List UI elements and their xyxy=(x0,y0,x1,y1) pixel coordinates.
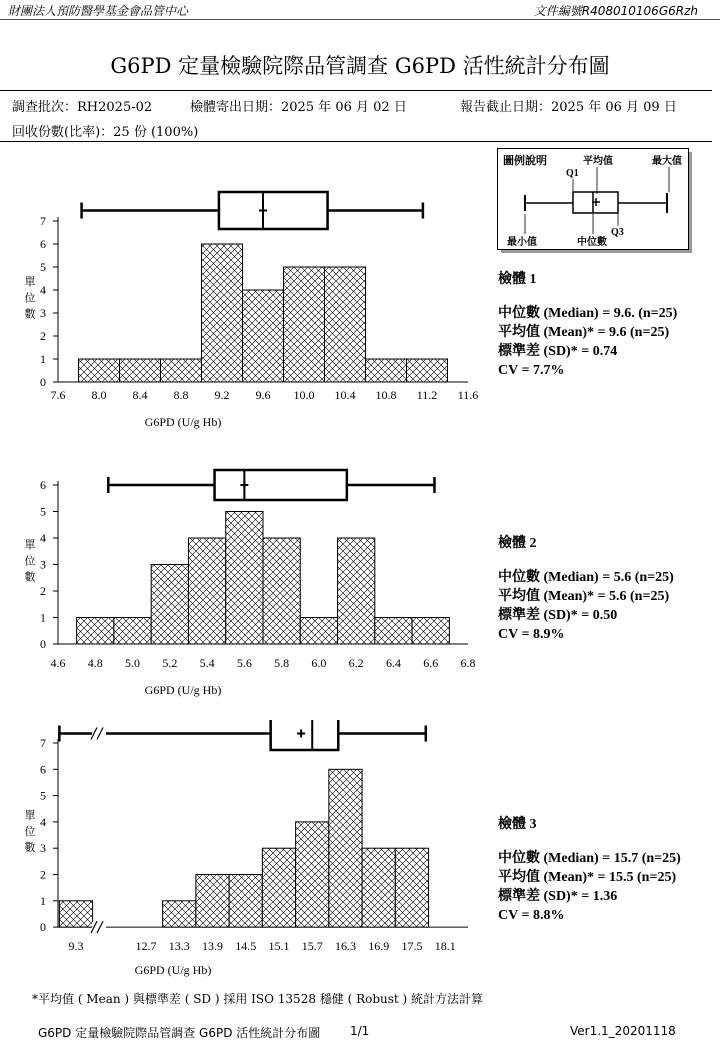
legend-q3-label: Q3 xyxy=(611,227,624,238)
x-tick-label: 9.2 xyxy=(214,388,230,402)
histogram-bar xyxy=(395,848,428,927)
y-axis-label-char: 數 xyxy=(24,571,36,584)
boxplot-legend xyxy=(497,148,693,254)
histogram-bar xyxy=(407,359,448,382)
legend-mean-label: 平均值 xyxy=(583,156,613,167)
histogram-bar xyxy=(366,359,407,382)
x-tick-label: 6.4 xyxy=(385,656,401,670)
histogram-bar xyxy=(284,267,325,382)
histogram-bar xyxy=(77,618,114,645)
y-tick-label: 2 xyxy=(40,329,46,343)
survey-batch: 調查批次：RH2025-02 xyxy=(12,100,153,115)
histogram-bar xyxy=(229,875,262,928)
y-tick-label: 5 xyxy=(40,260,46,274)
x-tick-label: 5.4 xyxy=(199,656,215,670)
y-tick-label: 0 xyxy=(40,375,46,389)
y-axis-label xyxy=(25,276,36,321)
stats-3-median: 中位數 (Median) = 15.7 (n=25) xyxy=(498,851,681,866)
y-tick-label: 1 xyxy=(40,352,46,366)
histogram-specimen-2 xyxy=(0,460,490,705)
x-axis-label: G6PD (U/g Hb) xyxy=(134,963,212,977)
legend-shadow-right xyxy=(689,152,692,252)
stats-2-median: 中位數 (Median) = 5.6 (n=25) xyxy=(498,570,674,585)
histogram-bar xyxy=(362,848,395,927)
stats-3-cv: CV = 8.8% xyxy=(498,908,565,923)
stats-1-specimen: 檢體 1 xyxy=(498,272,537,287)
histogram-bar xyxy=(151,565,188,645)
x-tick-label: 4.8 xyxy=(87,656,103,670)
y-tick-label: 0 xyxy=(40,920,46,935)
y-tick-label: 5 xyxy=(40,788,46,803)
stats-specimen-2 xyxy=(498,534,674,644)
x-axis-label: G6PD (U/g Hb) xyxy=(144,683,222,697)
send-date: 檢體寄出日期：2025 年 06 月 02 日 xyxy=(190,100,407,115)
stats-specimen-3 xyxy=(498,815,681,925)
x-tick-label: 13.3 xyxy=(168,939,190,953)
x-tick-label: 9.6 xyxy=(255,388,271,402)
org-name: 財團法人預防醫學基金會品管中心 xyxy=(8,4,189,18)
histogram-bar xyxy=(262,848,295,927)
x-tick-label: 13.9 xyxy=(201,939,223,953)
y-tick-label: 1 xyxy=(40,893,46,908)
y-axis-label-char: 數 xyxy=(24,842,36,855)
y-axis-label-char: 位 xyxy=(24,555,36,568)
histogram-bar xyxy=(375,618,412,645)
histogram-bar xyxy=(226,512,263,645)
x-tick-label: 5.8 xyxy=(274,656,290,670)
y-axis-label-char: 數 xyxy=(24,308,36,321)
histogram-bar xyxy=(163,901,196,927)
histogram-bar xyxy=(59,901,92,927)
x-tick-label: 15.7 xyxy=(301,939,323,953)
boxplot-box xyxy=(215,470,347,500)
info-bottom-divider xyxy=(0,141,712,142)
histogram-bar xyxy=(412,618,449,645)
y-tick-label: 1 xyxy=(40,610,46,625)
x-tick-label: 6.8 xyxy=(460,656,476,670)
histogram-bar xyxy=(300,618,337,645)
legend-max-label: 最大值 xyxy=(652,156,682,167)
x-tick-label: 11.2 xyxy=(416,388,438,402)
x-tick-label: 5.6 xyxy=(236,656,252,670)
x-tick-label: 5.0 xyxy=(125,656,141,670)
histogram-bar xyxy=(338,538,375,644)
x-axis-label: G6PD (U/g Hb) xyxy=(144,415,222,429)
x-tick-label: 10.8 xyxy=(375,388,397,402)
histogram-bar xyxy=(196,875,229,928)
stats-2-mean: 平均值 (Mean)* = 5.6 (n=25) xyxy=(498,589,670,604)
x-tick-label: 10.0 xyxy=(293,388,315,402)
stats-1-cv: CV = 7.7% xyxy=(498,363,565,378)
histogram-bar xyxy=(79,359,120,382)
histogram-bar xyxy=(296,822,329,927)
histogram-specimen-3 xyxy=(0,720,490,982)
legend-shadow-bottom xyxy=(501,250,692,253)
x-tick-label: 9.3 xyxy=(68,939,84,953)
y-axis-label-char: 位 xyxy=(24,826,36,839)
info-top-divider xyxy=(0,90,712,91)
histogram-bar xyxy=(120,359,161,382)
histogram-bar xyxy=(188,538,225,644)
x-tick-label: 16.3 xyxy=(334,939,356,953)
y-tick-label: 3 xyxy=(40,841,46,856)
y-axis-label xyxy=(25,539,36,584)
y-tick-label: 3 xyxy=(40,306,46,320)
footer-title: G6PD 定量檢驗院際品管調查 G6PD 活性統計分布圖 xyxy=(38,1026,321,1040)
x-tick-label: 6.2 xyxy=(348,656,364,670)
x-tick-label: 17.5 xyxy=(401,939,423,953)
stats-3-mean: 平均值 (Mean)* = 15.5 (n=25) xyxy=(498,870,677,885)
legend-title: 圖例說明 xyxy=(503,155,547,167)
x-tick-label: 16.9 xyxy=(368,939,390,953)
y-tick-label: 6 xyxy=(40,478,46,492)
y-tick-label: 4 xyxy=(40,814,46,829)
footnote: *平均值 ( Mean ) 與標準差 ( SD ) 採用 ISO 13528 穩健 ( Robust ) 統計方法計算 xyxy=(32,992,484,1006)
footer-version: Ver1.1_20201118 xyxy=(570,1024,676,1038)
legend-median-label: 中位數 xyxy=(577,237,607,248)
x-tick-label: 8.4 xyxy=(132,388,148,402)
x-tick-label: 7.6 xyxy=(50,388,66,402)
x-tick-label: 8.8 xyxy=(173,388,189,402)
y-tick-label: 4 xyxy=(40,531,46,545)
y-tick-label: 6 xyxy=(40,237,46,251)
histogram-bar xyxy=(161,359,202,382)
y-axis-label-char: 單 xyxy=(24,276,36,289)
stats-specimen-1 xyxy=(498,270,677,380)
x-tick-label: 18.1 xyxy=(434,939,456,953)
x-tick-label: 15.1 xyxy=(268,939,290,953)
histogram-bar xyxy=(263,538,300,644)
histogram-bar xyxy=(202,244,243,382)
boxplot-box xyxy=(271,720,339,750)
legend-min-label: 最小值 xyxy=(507,237,537,248)
y-tick-label: 2 xyxy=(40,867,46,882)
y-tick-label: 7 xyxy=(40,736,46,750)
stats-2-sd: 標準差 (SD)* = 0.50 xyxy=(498,608,618,623)
stats-1-median: 中位數 (Median) = 9.6. (n=25) xyxy=(498,306,678,321)
histogram-bar xyxy=(114,618,151,645)
x-tick-label: 6.6 xyxy=(423,656,439,670)
x-tick-label: 12.7 xyxy=(135,939,157,953)
return-rate: 回收份數(比率)：25 份 (100%) xyxy=(12,125,199,140)
histogram-bar xyxy=(243,290,284,382)
y-tick-label: 6 xyxy=(40,762,46,777)
document-number: 文件編號R408010106G6Rzh xyxy=(533,4,698,18)
y-tick-label: 5 xyxy=(40,504,46,519)
y-tick-label: 0 xyxy=(40,637,46,651)
y-axis-label-char: 單 xyxy=(24,810,36,823)
x-tick-label: 5.2 xyxy=(162,656,178,670)
y-axis-label-char: 單 xyxy=(24,539,36,552)
x-tick-label: 4.6 xyxy=(50,656,66,670)
y-axis-label xyxy=(25,809,36,854)
stats-3-sd: 標準差 (SD)* = 1.36 xyxy=(498,889,618,904)
stats-2-cv: CV = 8.9% xyxy=(498,627,565,642)
header-divider xyxy=(0,19,720,20)
x-tick-label: 14.5 xyxy=(235,939,257,953)
page-title: G6PD 定量檢驗院際品管調查 G6PD 活性統計分布圖 xyxy=(110,54,610,78)
legend-q1-label: Q1 xyxy=(566,168,579,179)
y-tick-label: 4 xyxy=(40,283,46,297)
stats-3-specimen: 檢體 3 xyxy=(498,817,537,832)
report-deadline: 報告截止日期：2025 年 06 月 09 日 xyxy=(460,100,677,115)
y-axis-label-char: 位 xyxy=(24,292,36,305)
stats-1-sd: 標準差 (SD)* = 0.74 xyxy=(498,344,618,359)
x-tick-label: 8.0 xyxy=(91,388,107,402)
stats-2-specimen: 檢體 2 xyxy=(498,536,537,551)
boxplot-box xyxy=(219,192,328,229)
footer-page: 1/1 xyxy=(350,1024,370,1038)
histogram-bar xyxy=(329,769,362,927)
stats-1-mean: 平均值 (Mean)* = 9.6 (n=25) xyxy=(498,325,670,340)
y-tick-label: 7 xyxy=(40,214,46,228)
x-tick-label: 6.0 xyxy=(311,656,327,670)
histogram-specimen-1 xyxy=(0,190,490,440)
y-tick-label: 3 xyxy=(40,557,46,572)
x-tick-label: 10.4 xyxy=(334,388,356,402)
x-tick-label: 11.6 xyxy=(457,388,479,402)
y-tick-label: 2 xyxy=(40,584,46,598)
histogram-bar xyxy=(325,267,366,382)
